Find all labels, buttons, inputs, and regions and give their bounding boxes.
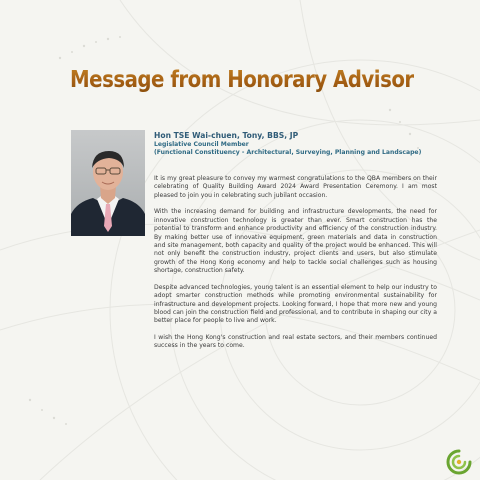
advisor-portrait [71, 130, 145, 236]
advisor-constituency: (Functional Constituency - Architectural, Surveying, Planning and Landscape) [154, 149, 422, 157]
message-paragraph: With the increasing demand for building and infrastructure developments, the need for innovative construction technology is greater than ever. Smart construction has the potential to transform and enhance productivity and efficiency of the construction industry. By making better use of innovative equipment, green materials and data in construction and site management, both capacity and quality of the project would be enhanced. This will not only benefit the construction industry, project clients and users, but also stimulate growth of the Hong Kong economy and help to tackle social challenges such as housing shortage, construction safety. [154, 208, 437, 275]
message-paragraph: Despite advanced technologies, young talent is an essential element to help our industry to adopt smarter construction methods while promoting environmental sustainability for infrastructure and development projects. Looking forward, I hope that more new and young blood can join the construction field and professional, and to contribute in shaping our city a better place for people to live and work. [154, 283, 437, 325]
page-title: Message from Honorary Advisors [70, 62, 414, 98]
qba-swirl-logo-icon [446, 449, 472, 475]
advisor-name: Hon TSE Wai-chuen, Tony, BBS, JP [154, 131, 299, 140]
advisor-position: Legislative Council Member [154, 141, 249, 148]
message-paragraph: It is my great pleasure to convey my warmest congratulations to the QBA members on their celebrating of Quality Building Award 2024 Award Presentation Ceremony. I am most pleased to join you in celebrating such jubilant occasion. [154, 175, 437, 199]
message-paragraph: I wish the Hong Kong's construction and real estate sectors, and their members continued success in the years to come. [154, 334, 437, 350]
advisor-header [154, 131, 454, 157]
message-body [154, 175, 437, 359]
